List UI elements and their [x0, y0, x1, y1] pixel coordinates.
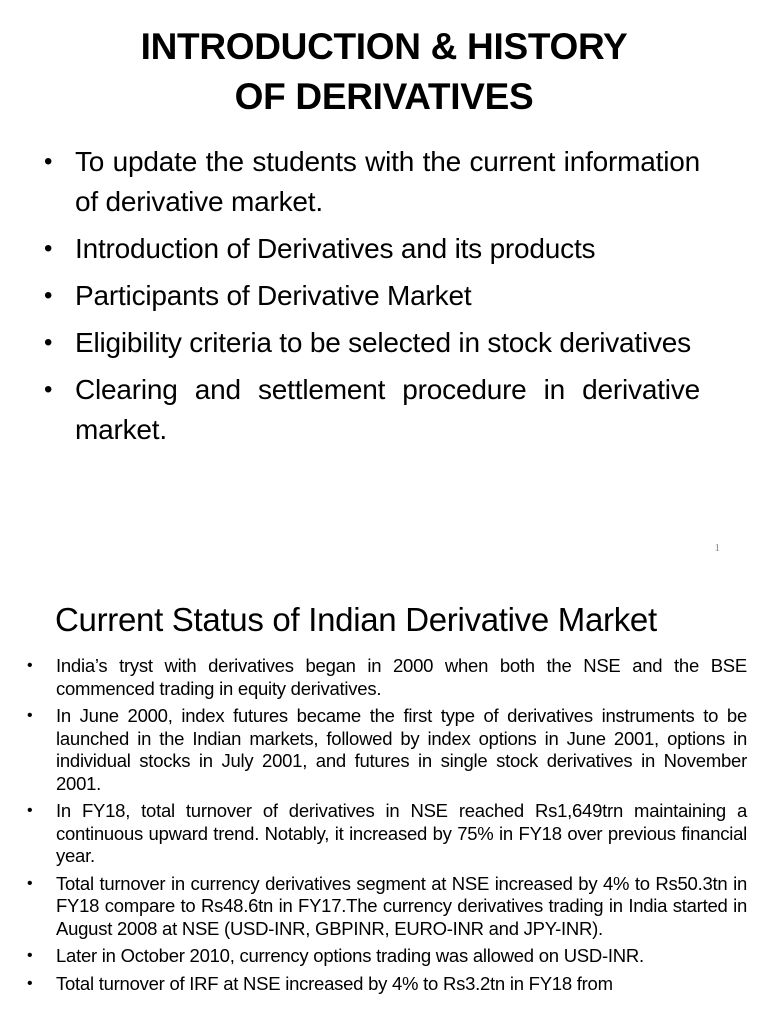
bullet-list: [25, 655, 747, 1000]
list-item: [25, 973, 747, 996]
bullet-icon: •: [44, 376, 53, 403]
list-item: [40, 276, 700, 316]
list-item: [25, 945, 747, 968]
list-item-text: In June 2000, index futures became the first type of derivatives instruments to be launched in the Indian markets, followed by index options in June 2001, options in individual stocks in July 2001, and futures in single stock derivatives in November 2001.: [56, 705, 747, 794]
list-item-text: Introduction of Derivatives and its products: [75, 233, 596, 264]
list-item-text: To update the students with the current information of derivative market.: [75, 146, 700, 217]
list-item-text: India’s tryst with derivatives began in 2000 when both the NSE and the BSE commenced trading in equity derivatives.: [56, 655, 747, 699]
list-item: [40, 370, 700, 450]
slide-title: Current Status of Indian Derivative Market: [55, 601, 657, 638]
bullet-icon: •: [27, 874, 33, 892]
list-item: [25, 800, 747, 868]
list-item-text: Eligibility criteria to be selected in stock derivatives: [75, 327, 691, 358]
slide-title-line-1: INTRODUCTION & HISTORY: [140, 26, 628, 67]
list-item: [25, 873, 747, 941]
slide-title-line-2: OF DERIVATIVES: [234, 76, 534, 117]
bullet-icon: •: [27, 947, 33, 964]
slide-title: [0, 22, 768, 122]
bullet-list: [40, 142, 700, 457]
bullet-icon: •: [27, 707, 33, 724]
bullet-icon: •: [27, 657, 33, 674]
list-item: [40, 142, 700, 222]
list-item: [40, 323, 700, 363]
list-item-text: Total turnover of IRF at NSE increased by 4% to Rs3.2tn in FY18 from: [56, 972, 613, 994]
bullet-icon: •: [44, 148, 53, 175]
bullet-icon: •: [27, 974, 33, 992]
list-item: [25, 655, 747, 700]
bullet-icon: •: [27, 802, 33, 819]
list-item-text: In FY18, total turnover of derivatives in NSE reached Rs1,649trn maintaining a continuous upward trend. Notably, it increased by 75% in FY18 over previous financial year.: [56, 800, 747, 866]
list-item: [40, 229, 700, 269]
page-number: 1: [714, 542, 720, 554]
slide-2: [0, 585, 768, 1024]
bullet-icon: •: [44, 329, 53, 356]
list-item-text: Total turnover in currency derivatives segment at NSE increased by 4% to Rs50.3tn in FY18 compare to Rs48.6tn in FY17.The currency derivatives trading in India started in August 2008 at NSE (USD-INR, GBPINR, EURO-INR and JPY-INR).: [56, 872, 747, 939]
list-item-text: Later in October 2010, currency options trading was allowed on USD-INR.: [56, 945, 644, 966]
list-item-text: Participants of Derivative Market: [75, 280, 472, 311]
list-item: [25, 705, 747, 795]
list-item-text: Clearing and settlement procedure in derivative market.: [75, 374, 700, 445]
bullet-icon: •: [44, 235, 53, 262]
bullet-icon: •: [44, 282, 53, 309]
